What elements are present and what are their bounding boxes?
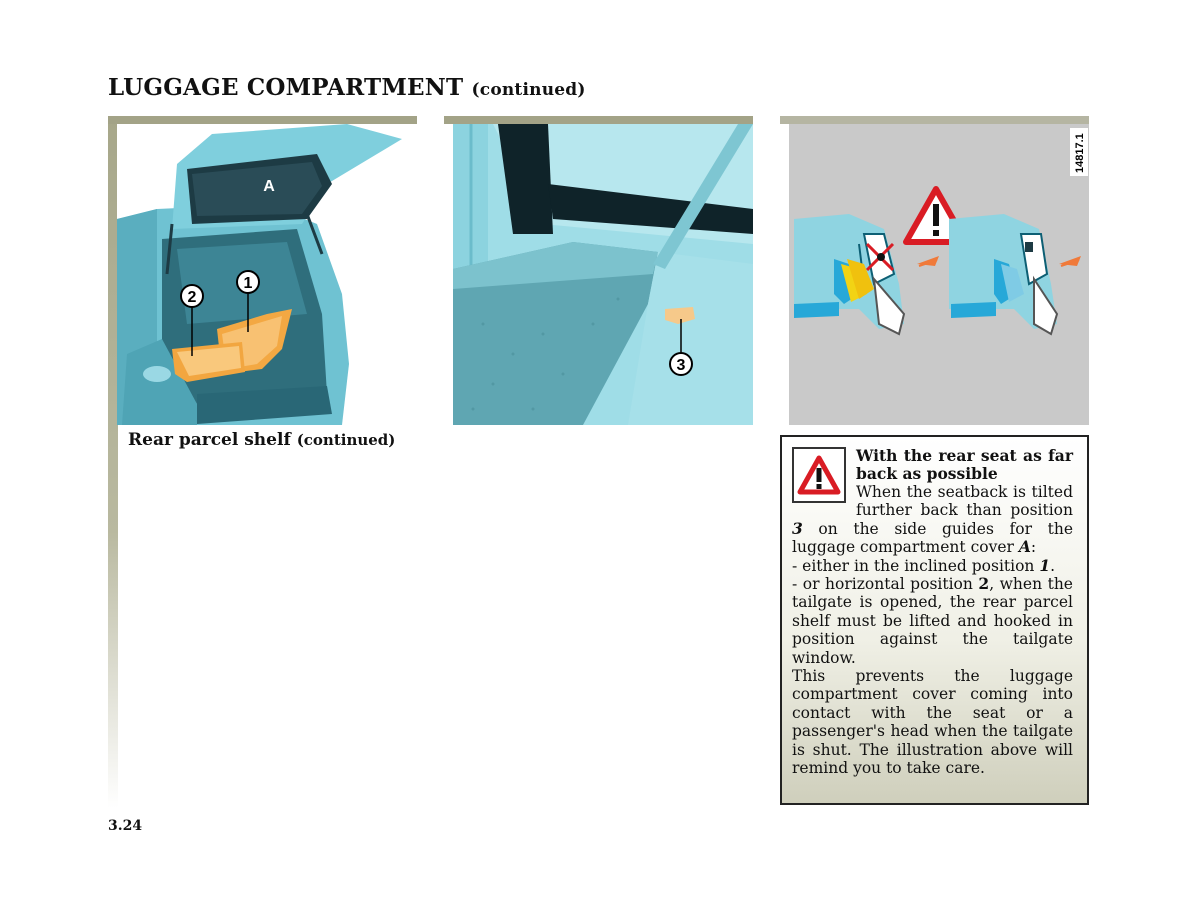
- callout-1-label: 1: [243, 275, 253, 292]
- page-number: 3.24: [108, 818, 143, 834]
- warning-icon: [792, 447, 846, 503]
- warning-item1-end: .: [1050, 556, 1056, 575]
- figure-2-top-bar: [444, 116, 753, 124]
- page-title-main: LUGGAGE COMPARTMENT: [108, 74, 464, 101]
- page-title: [108, 74, 586, 101]
- warning-item-2: [792, 575, 1073, 667]
- figure-3-top-bar: [780, 116, 1089, 124]
- label-a: A: [263, 178, 275, 195]
- figure-code-text: 14817.1: [1074, 133, 1086, 173]
- callout-2-label: 2: [187, 289, 197, 306]
- warning-box: [780, 435, 1089, 805]
- warning-position-3: 3: [792, 518, 803, 538]
- figure-code: [1070, 128, 1088, 176]
- warning-paragraph-2: This prevents the luggage compartment cover coming into contact with the seat or a passenger's head when the tailgate is shut. The illustration above will remind you to take care.: [792, 667, 1073, 778]
- warning-item-1: [792, 557, 1073, 575]
- figure-1-top-bar: [108, 116, 417, 124]
- warning-p1-mid: on the side guides for the luggage compartment cover: [792, 519, 1073, 557]
- warning-item1-text: - either in the inclined position: [792, 556, 1040, 575]
- caption-title: Rear parcel shelf: [128, 430, 291, 450]
- warning-p1-end: :: [1030, 538, 1037, 557]
- warning-title: With the rear seat as far back as possible: [856, 446, 1073, 483]
- figure-tailgate-open: [117, 124, 417, 425]
- warning-p1-text: When the seatback is tilted further back than position: [856, 483, 1073, 520]
- warning-position-2: 2: [978, 574, 990, 594]
- warning-position-1: 1: [1039, 555, 1051, 575]
- warning-item2-end: , when the tailgate is opened, the rear parcel shelf must be lifted and hooked in position against the tailgate window.: [792, 575, 1073, 667]
- figure-side-guide: [453, 124, 753, 425]
- warning-item2-text: - or horizontal position: [792, 575, 979, 594]
- page-title-subtitle: (continued): [471, 80, 586, 100]
- warning-cover-a: A: [1018, 537, 1031, 557]
- figure-caption: [128, 430, 395, 450]
- callout-3-label: 3: [676, 357, 686, 374]
- caption-subtitle: (continued): [296, 431, 396, 449]
- figure-warning-illustration: [789, 124, 1089, 425]
